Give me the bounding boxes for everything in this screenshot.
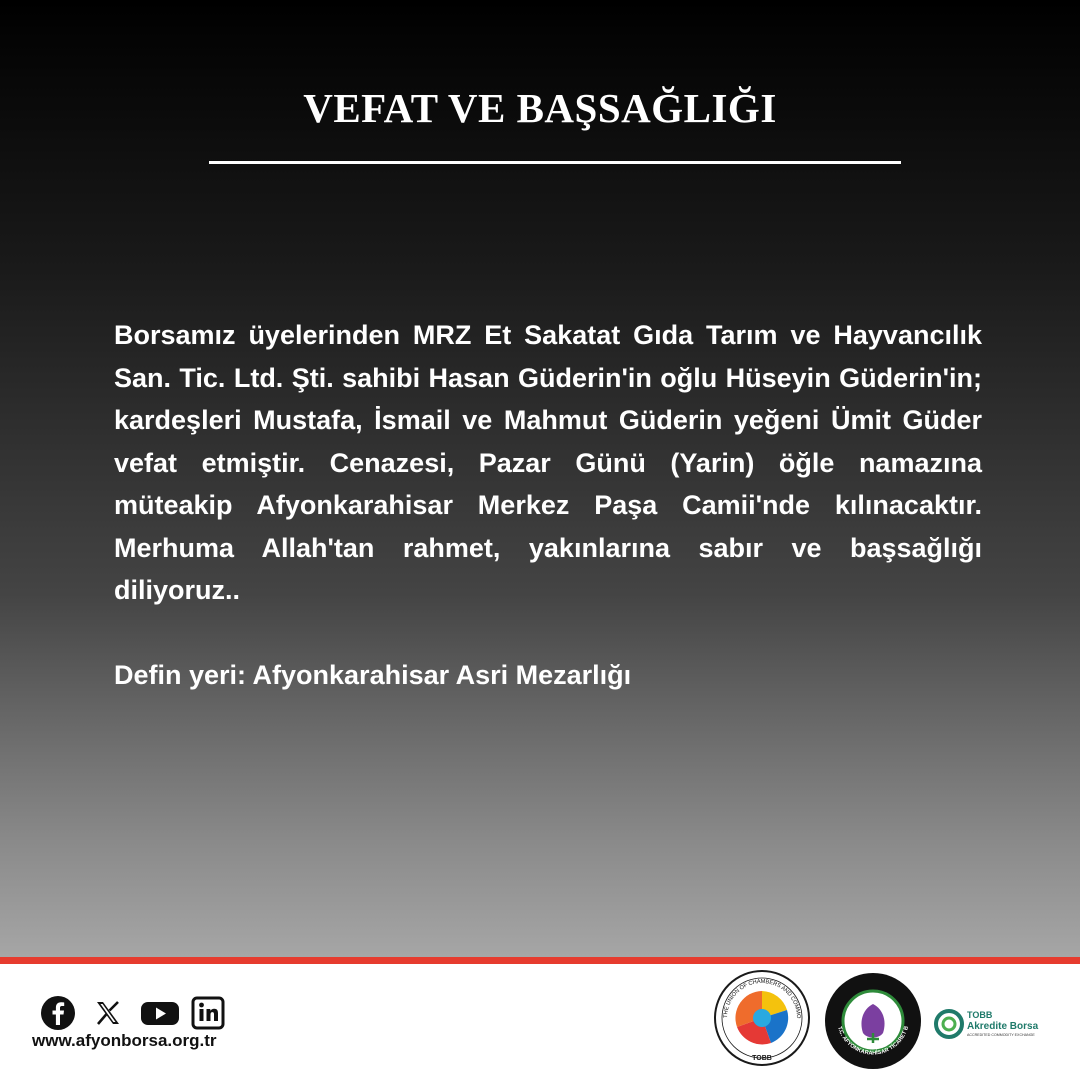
burial-place: Defin yeri: Afyonkarahisar Asri Mezarlığı (114, 659, 632, 690)
atb-year: 1991 (866, 996, 880, 1002)
website-link[interactable]: www.afyonborsa.org.tr (32, 1031, 217, 1050)
announcement-body (114, 314, 982, 696)
footer (0, 957, 1080, 1080)
footer-divider (0, 957, 1080, 964)
akredite-line1: TOBB (967, 1010, 993, 1020)
atb-ring-text: T.C. AFYONKARAHİSAR TİCARET B (836, 1025, 911, 1057)
tobb-logo (713, 969, 811, 1067)
akredite-line3: ACCREDITED COMMODITY EXCHANGE (967, 1033, 1035, 1037)
condolence-paragraph: Borsamız üyelerinden MRZ Et Sakatat Gıda Tarım ve Hayvancılık San. Tic. Ltd. Şti. sahibi Hasan Güderin'in oğlu Hüseyin Güderin'in; kardeşleri Mustafa, İsmail ve Mahmut Güderin yeğeni Ümit Güder vefat etmiştir. Cenazesi, Pazar Günü (Yarin) öğle namazına müteakip Afyonkarahisar Merkez Paşa Camii'nde kılınacaktır. Merhuma Allah'tan rahmet, yakınlarına sabır ve başsağlığı diliyoruz.. (114, 320, 982, 605)
afyon-commodity-exchange-logo (823, 971, 923, 1071)
akredite-line2: Akredite Borsa (967, 1021, 1039, 1032)
x-icon[interactable] (90, 995, 126, 1031)
social-links (40, 995, 226, 1031)
title-underline (209, 161, 901, 164)
tobb-akredite-borsa-logo (934, 1007, 1054, 1043)
tobb-ring-text: THE UNION OF CHAMBERS AND COMMO (722, 978, 802, 1019)
page-title: VEFAT VE BAŞSAĞLIĞI (303, 85, 777, 131)
facebook-icon[interactable] (40, 995, 76, 1031)
tobb-label: TOBB (752, 1055, 772, 1062)
linkedin-icon[interactable] (190, 995, 226, 1031)
youtube-icon[interactable] (140, 995, 176, 1031)
